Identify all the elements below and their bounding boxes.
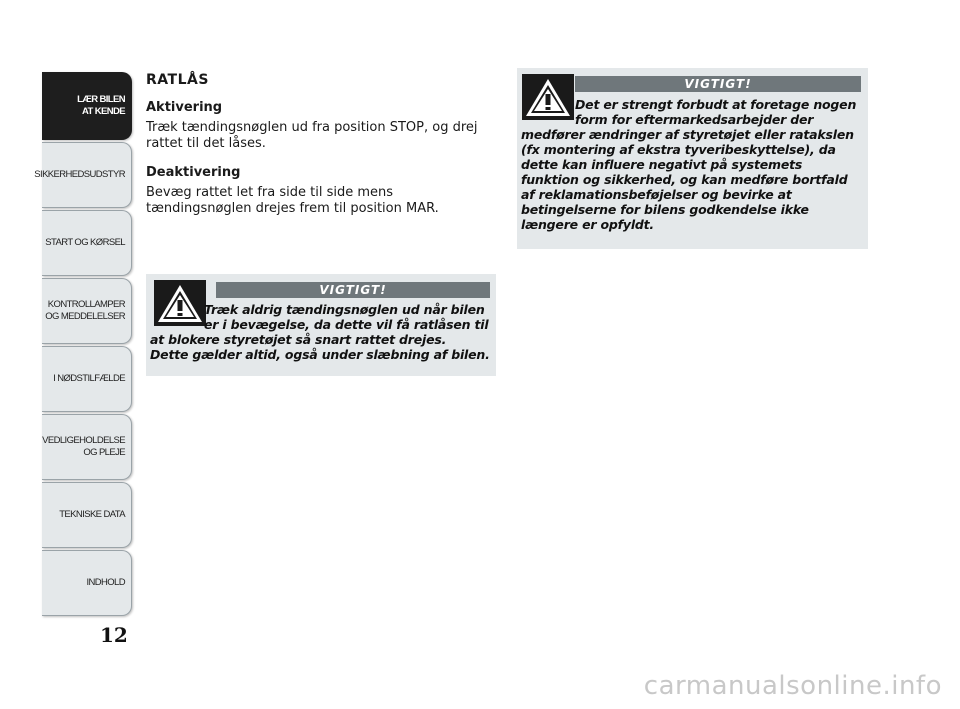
warning-line: at blokere styretøjet så snart rattet drejes. bbox=[150, 332, 447, 347]
warning-line: af reklamationsbeføjelser og bevirke at bbox=[521, 187, 792, 202]
warning-line: Dette gælder altid, også under slæbning af bilen. bbox=[150, 347, 490, 362]
tab-tekniske-data[interactable] bbox=[42, 482, 132, 548]
tab-vedligeholdelse[interactable] bbox=[42, 414, 132, 480]
warning-line: Træk aldrig tændingsnøglen ud når bilen bbox=[204, 302, 485, 317]
warning-label: VIGTIGT! bbox=[216, 282, 490, 298]
tab-laer-bilen-at-kende[interactable] bbox=[42, 72, 132, 140]
warning-line: betingelserne for bilens godkendelse ikke bbox=[521, 202, 809, 217]
deactivation-text: Bevæg rattet let fra side til side mens tændingsnøglen drejes frem til position MAR. bbox=[146, 185, 439, 216]
page-number: 12 bbox=[100, 623, 128, 647]
tab-kontrollamper[interactable] bbox=[42, 278, 132, 344]
watermark: carmanualsonline.info bbox=[643, 671, 942, 701]
activation-heading: Aktivering bbox=[146, 100, 223, 115]
tab-label: SIKKERHEDSUDSTYR bbox=[34, 169, 125, 180]
warning-box-2 bbox=[517, 68, 868, 249]
warning-line: dette kan influere negativt på systemets bbox=[521, 157, 803, 172]
warning-line: form for eftermarkedsarbejder der bbox=[575, 112, 814, 127]
warning-line: medfører ændringer af styretøjet eller ratakslen bbox=[521, 127, 854, 142]
main-content bbox=[146, 72, 486, 230]
tab-label: VEDLIGEHOLDELSE OG PLEJE bbox=[42, 435, 125, 458]
warning-line: Det er strengt forbudt at foretage nogen bbox=[575, 97, 857, 112]
warning-triangle-icon bbox=[154, 280, 206, 326]
tab-sikkerhedsudstyr[interactable] bbox=[34, 142, 132, 208]
tab-label: I NØDSTILFÆLDE bbox=[53, 373, 125, 384]
tab-label: TEKNISKE DATA bbox=[59, 509, 125, 520]
tab-start-og-korsel[interactable] bbox=[42, 210, 132, 276]
tab-label: INDHOLD bbox=[86, 577, 125, 588]
tab-label: START OG KØRSEL bbox=[45, 237, 125, 248]
activation-text: Træk tændingsnøglen ud fra position STOP, og drej rattet til det låses. bbox=[146, 120, 478, 151]
warning-triangle-icon bbox=[522, 74, 574, 120]
section-title: RATLÅS bbox=[146, 72, 209, 88]
warning-label: VIGTIGT! bbox=[575, 76, 861, 92]
warning-line: er i bevægelse, da dette vil få ratlåsen til bbox=[204, 317, 489, 332]
warning-line: funktion og sikkerhed, og kan medføre bortfald bbox=[521, 172, 848, 187]
warning-box-1 bbox=[146, 274, 496, 376]
deactivation-heading: Deaktivering bbox=[146, 165, 241, 180]
warning-line: længere er opfyldt. bbox=[521, 217, 654, 232]
tab-label: KONTROLLAMPER OG MEDDELELSER bbox=[45, 299, 125, 322]
tab-indhold[interactable] bbox=[42, 550, 132, 616]
tab-i-nodstilfaelde[interactable] bbox=[42, 346, 132, 412]
tab-label: LÆR BILEN AT KENDE bbox=[77, 94, 125, 117]
warning-line: (fx montering af ekstra tyveribeskyttelse), da bbox=[521, 142, 836, 157]
